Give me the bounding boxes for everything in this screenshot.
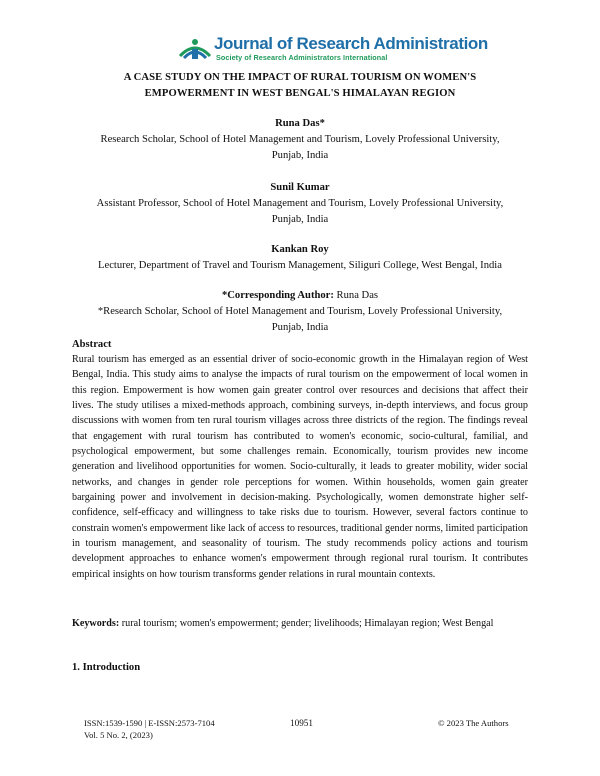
- journal-logo: [178, 34, 488, 62]
- author-affiliation: Punjab, India: [271, 322, 329, 333]
- title-line: A CASE STUDY ON THE IMPACT OF RURAL TOURISM ON WOMEN'S: [123, 72, 477, 83]
- page-number: 10951: [290, 718, 313, 728]
- author-affiliation: *Research Scholar, School of Hotel Management and Tourism, Lovely Professional University,: [97, 306, 503, 317]
- abstract-heading: Abstract: [72, 339, 112, 350]
- corresponding-author: [60, 288, 540, 304]
- author-affiliation: Punjab, India: [271, 150, 329, 161]
- author-name: Runa Das*: [275, 118, 325, 129]
- author-name: Kankan Roy: [271, 244, 329, 255]
- footer-volume: Vol. 5 No. 2, (2023): [84, 730, 153, 740]
- corresponding-label: *Corresponding Author:: [221, 290, 334, 301]
- paper-title: [60, 70, 540, 102]
- title-line: EMPOWERMENT IN WEST BENGAL'S HIMALAYAN REGION: [144, 88, 456, 99]
- footer-issn-block: [84, 717, 215, 741]
- journal-name: Journal of Research Administration: [214, 34, 488, 53]
- keywords-text: rural tourism; women's empowerment; gender; livelihoods; Himalayan region; West Bengal: [119, 618, 494, 629]
- footer-copyright: © 2023 The Authors: [438, 718, 509, 728]
- author-affiliation: Lecturer, Department of Travel and Tourism Management, Siliguri College, West Bengal, India: [98, 260, 502, 271]
- keywords: [72, 616, 528, 631]
- footer-issn: ISSN:1539-1590 | E-ISSN:2573-7104: [84, 718, 215, 728]
- journal-emblem-icon: [178, 36, 212, 60]
- section-heading: 1. Introduction: [72, 662, 141, 673]
- abstract-text: Rural tourism has emerged as an essential driver of socio-economic growth in the Himalayan region of West Bengal, India. This study aims to analyse the impacts of rural tourism on the empowerment of local women in this region. Empowerment is how women gain greater control over resources and decisions that affect their lives. The study utilises a mixed-methods approach, combining surveys, in-depth interviews, and focus group discussions with women from ten rural tourism villages across three districts of the region. The findings reveal that engagement with rural tourism has contributed to women's economic, socio-cultural, familial, and psychological empowerment, but some challenges remain. Economically, tourism provides new income generation and livelihood opportunities for women. Socio-culturally, it leads to greater mobility, wider social networks, and changes in gender role perceptions for women. Within households, women gain greater bargaining power and involvement in decision-making. Psychologically, women demonstrate higher self-confidence, self-efficacy and willingness to take risks due to tourism. However, several factors continue to constrain women's empowerment like lack of access to resources, traditional gender norms, limited participation in tourism management, and seasonality of tourism. The study recommends policy actions and tourism development approaches to enhance women's empowerment through regional rural tourism. It contributes empirical insights on how tourism transforms gender relations in rural mountain contexts.: [72, 354, 528, 580]
- author-name: Sunil Kumar: [270, 182, 330, 193]
- author-block: [60, 180, 540, 228]
- corresponding-author-block: [60, 288, 540, 336]
- author-affiliation: Punjab, India: [271, 214, 329, 225]
- author-affiliation: Assistant Professor, School of Hotel Management and Tourism, Lovely Professional University,: [96, 198, 504, 209]
- author-block: [60, 116, 540, 164]
- keywords-label: Keywords:: [72, 618, 120, 629]
- journal-subtitle: Society of Research Administrators International: [216, 53, 388, 62]
- corresponding-name: Runa Das: [333, 290, 379, 301]
- author-block: [60, 242, 540, 274]
- author-affiliation: Research Scholar, School of Hotel Management and Tourism, Lovely Professional University,: [100, 134, 500, 145]
